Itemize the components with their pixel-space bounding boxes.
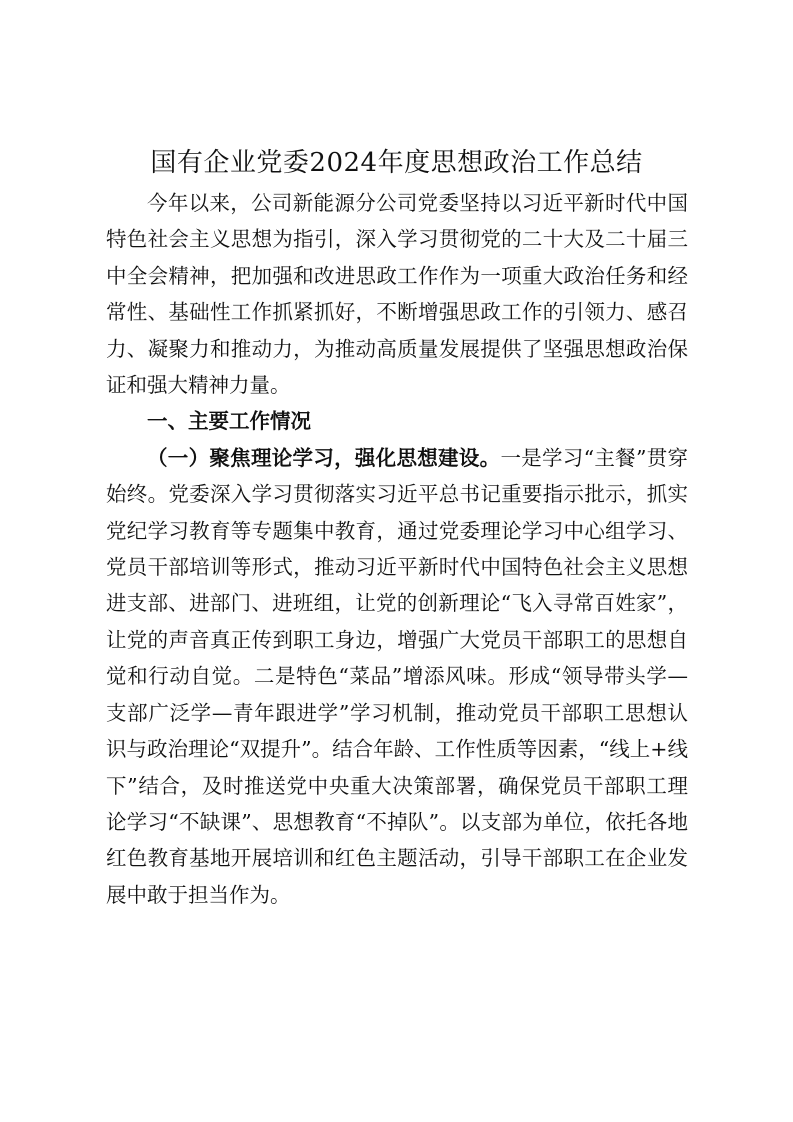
subsection-text: 一是学习“主餐”贯穿始终。党委深入学习贯彻落实习近平总书记重要指示批示，抓实党纪学习教育等专题集中教育，通过党委理论学习中心组学习、党员干部培训等形式，推动习近平新时代中国特色社会主义思想进支部、进部门、进班组，让党的创新理论“飞入寻常百姓家”，让党的声音真正传到职工身边，增强广大党员干部职工的思想自觉和行动自觉。二是特色“菜品”增添风味。形成“领导带头学—支部广泛学—青年跟进学”学习机制，推动党员干部职工思想认识与政治理论“双提升”。结合年龄、工作性质等因素，“线上+线下”结合，及时推送党中央重大决策部署，确保党员干部职工理论学习“不缺课”、思想教育“不掉队”。以支部为单位，依托各地红色教育基地开展培训和红色主题活动，引导干部职工在企业发展中敢于担当作为。 [106, 445, 689, 907]
document-title: 国有企业党委2024年度思想政治工作总结 [150, 148, 643, 178]
intro-paragraph: 今年以来，公司新能源分公司党委坚持以习近平新时代中国特色社会主义思想为指引，深入学习贯彻党的二十大及二十届三中全会精神，把加强和改进思政工作作为一项重大政治任务和经常性、基础性工作抓紧抓好，不断增强思政工作的引领力、感召力、凝聚力和推动力，为推动高质量发展提供了坚强思想政治保证和强大精神力量。 [106, 191, 688, 398]
subsection-paragraph [106, 440, 688, 913]
document-body [106, 185, 688, 913]
section-heading: 一、主要工作情况 [147, 409, 311, 434]
subsection-heading: （一）聚焦理论学习，强化思想建设。 [147, 445, 501, 470]
